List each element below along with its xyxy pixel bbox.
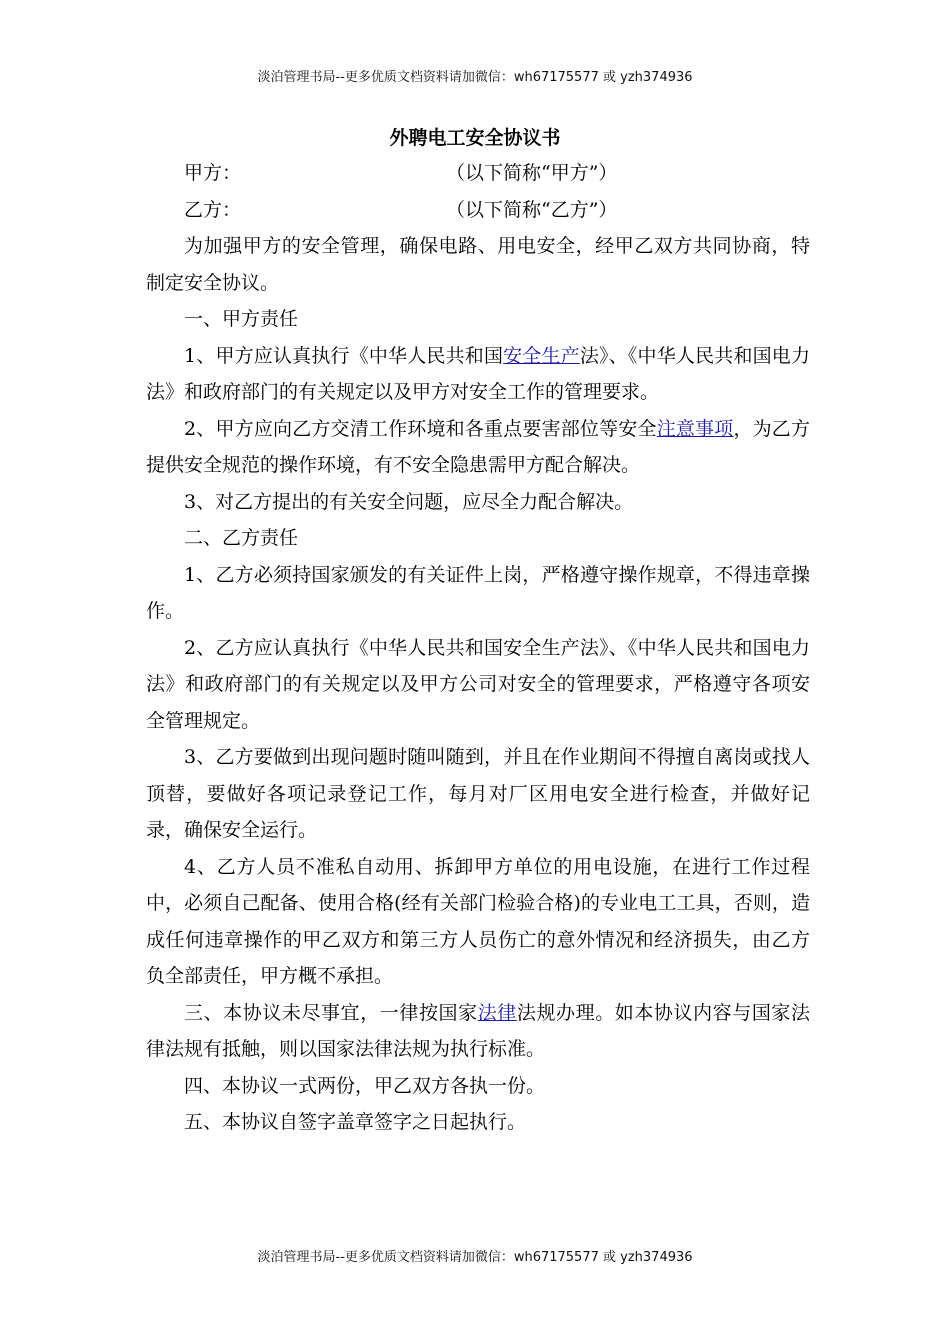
party-a-note: （以下简称“甲方”） [446, 162, 618, 184]
section-4-paragraph: 四、本协议一式两份，甲乙双方各执一份。 [184, 1074, 546, 1097]
party-b-label: 乙方： [184, 198, 242, 221]
section-2-item-4: 4、乙方人员不准私自动用、拆卸甲方单位的用电设施，在进行工作过程中，必须自己配备、使用合格(经有关部门检验合格)的专业电工工具，否则，造成任何违章操作的甲乙双方和第三方人员伤亡的意外情况和经济损失，由乙方负全部责任，甲方概不承担。 [146, 855, 810, 987]
section-2-heading: 二、乙方责任 [184, 527, 299, 549]
section-1-heading: 一、甲方责任 [184, 308, 299, 330]
party-b-note: （以下简称“乙方”） [446, 198, 618, 221]
link-precautions[interactable]: 注意事项 [656, 417, 734, 440]
intro-paragraph: 为加强甲方的安全管理，确保电路、用电安全，经甲乙双方共同协商，特制定安全协议。 [146, 235, 810, 294]
text-segment: 2、甲方应向乙方交清工作环境和各重点要害部位等安全 [184, 417, 657, 440]
section-1-item-3: 3、对乙方提出的有关安全问题，应尽全力配合解决。 [184, 490, 634, 513]
document-body [146, 155, 810, 1141]
link-law[interactable]: 法律 [477, 1001, 517, 1024]
text-segment: 法规办理。如本协议内容与国家法律法规有抵触，则以国家法律法规为执行标准。 [146, 1001, 810, 1060]
text-segment: 三、本协议未尽事宜，一律按国家 [184, 1001, 478, 1024]
text-segment: ，为乙方提供安全规范的操作环境，有不安全隐患需甲方配合解决。 [146, 417, 810, 476]
section-3-paragraph [146, 995, 810, 1068]
party-b-line [146, 192, 810, 229]
document-title: 外聘电工安全协议书 [389, 127, 561, 149]
section-1-item-1 [146, 338, 810, 411]
text-segment: 1、甲方应认真执行《中华人民共和国 [184, 344, 504, 367]
section-1-item-2 [146, 411, 810, 484]
page-footer: 淡泊管理书局--更多优质文档资料请加微信：wh67175577 或 yzh374936 [257, 1250, 693, 1265]
section-2-item-1: 1、乙方必须持国家颁发的有关证件上岗，严格遵守操作规章，不得违章操作。 [146, 563, 810, 622]
section-5-paragraph: 五、本协议自签字盖章签字之日起执行。 [184, 1111, 527, 1133]
link-safety-production[interactable]: 安全生产 [503, 344, 580, 367]
party-a-line [146, 155, 810, 192]
party-a-label: 甲方： [184, 162, 242, 184]
section-2-item-3: 3、乙方要做到出现问题时随叫随到，并且在作业期间不得擅自离岗或找人顶替，要做好各项记录登记工作，每月对厂区用电安全进行检查，并做好记录，确保安全运行。 [146, 746, 810, 841]
page-header: 淡泊管理书局--更多优质文档资料请加微信：wh67175577 或 yzh374936 [257, 70, 693, 85]
text-segment: 法》、《中华人民共和国电力法》和政府部门的有关规定以及甲方对安全工作的管理要求。 [146, 344, 810, 403]
section-2-item-2: 2、乙方应认真执行《中华人民共和国安全生产法》、《中华人民共和国电力法》和政府部门的有关规定以及甲方公司对安全的管理要求，严格遵守各项安全管理规定。 [146, 636, 810, 732]
